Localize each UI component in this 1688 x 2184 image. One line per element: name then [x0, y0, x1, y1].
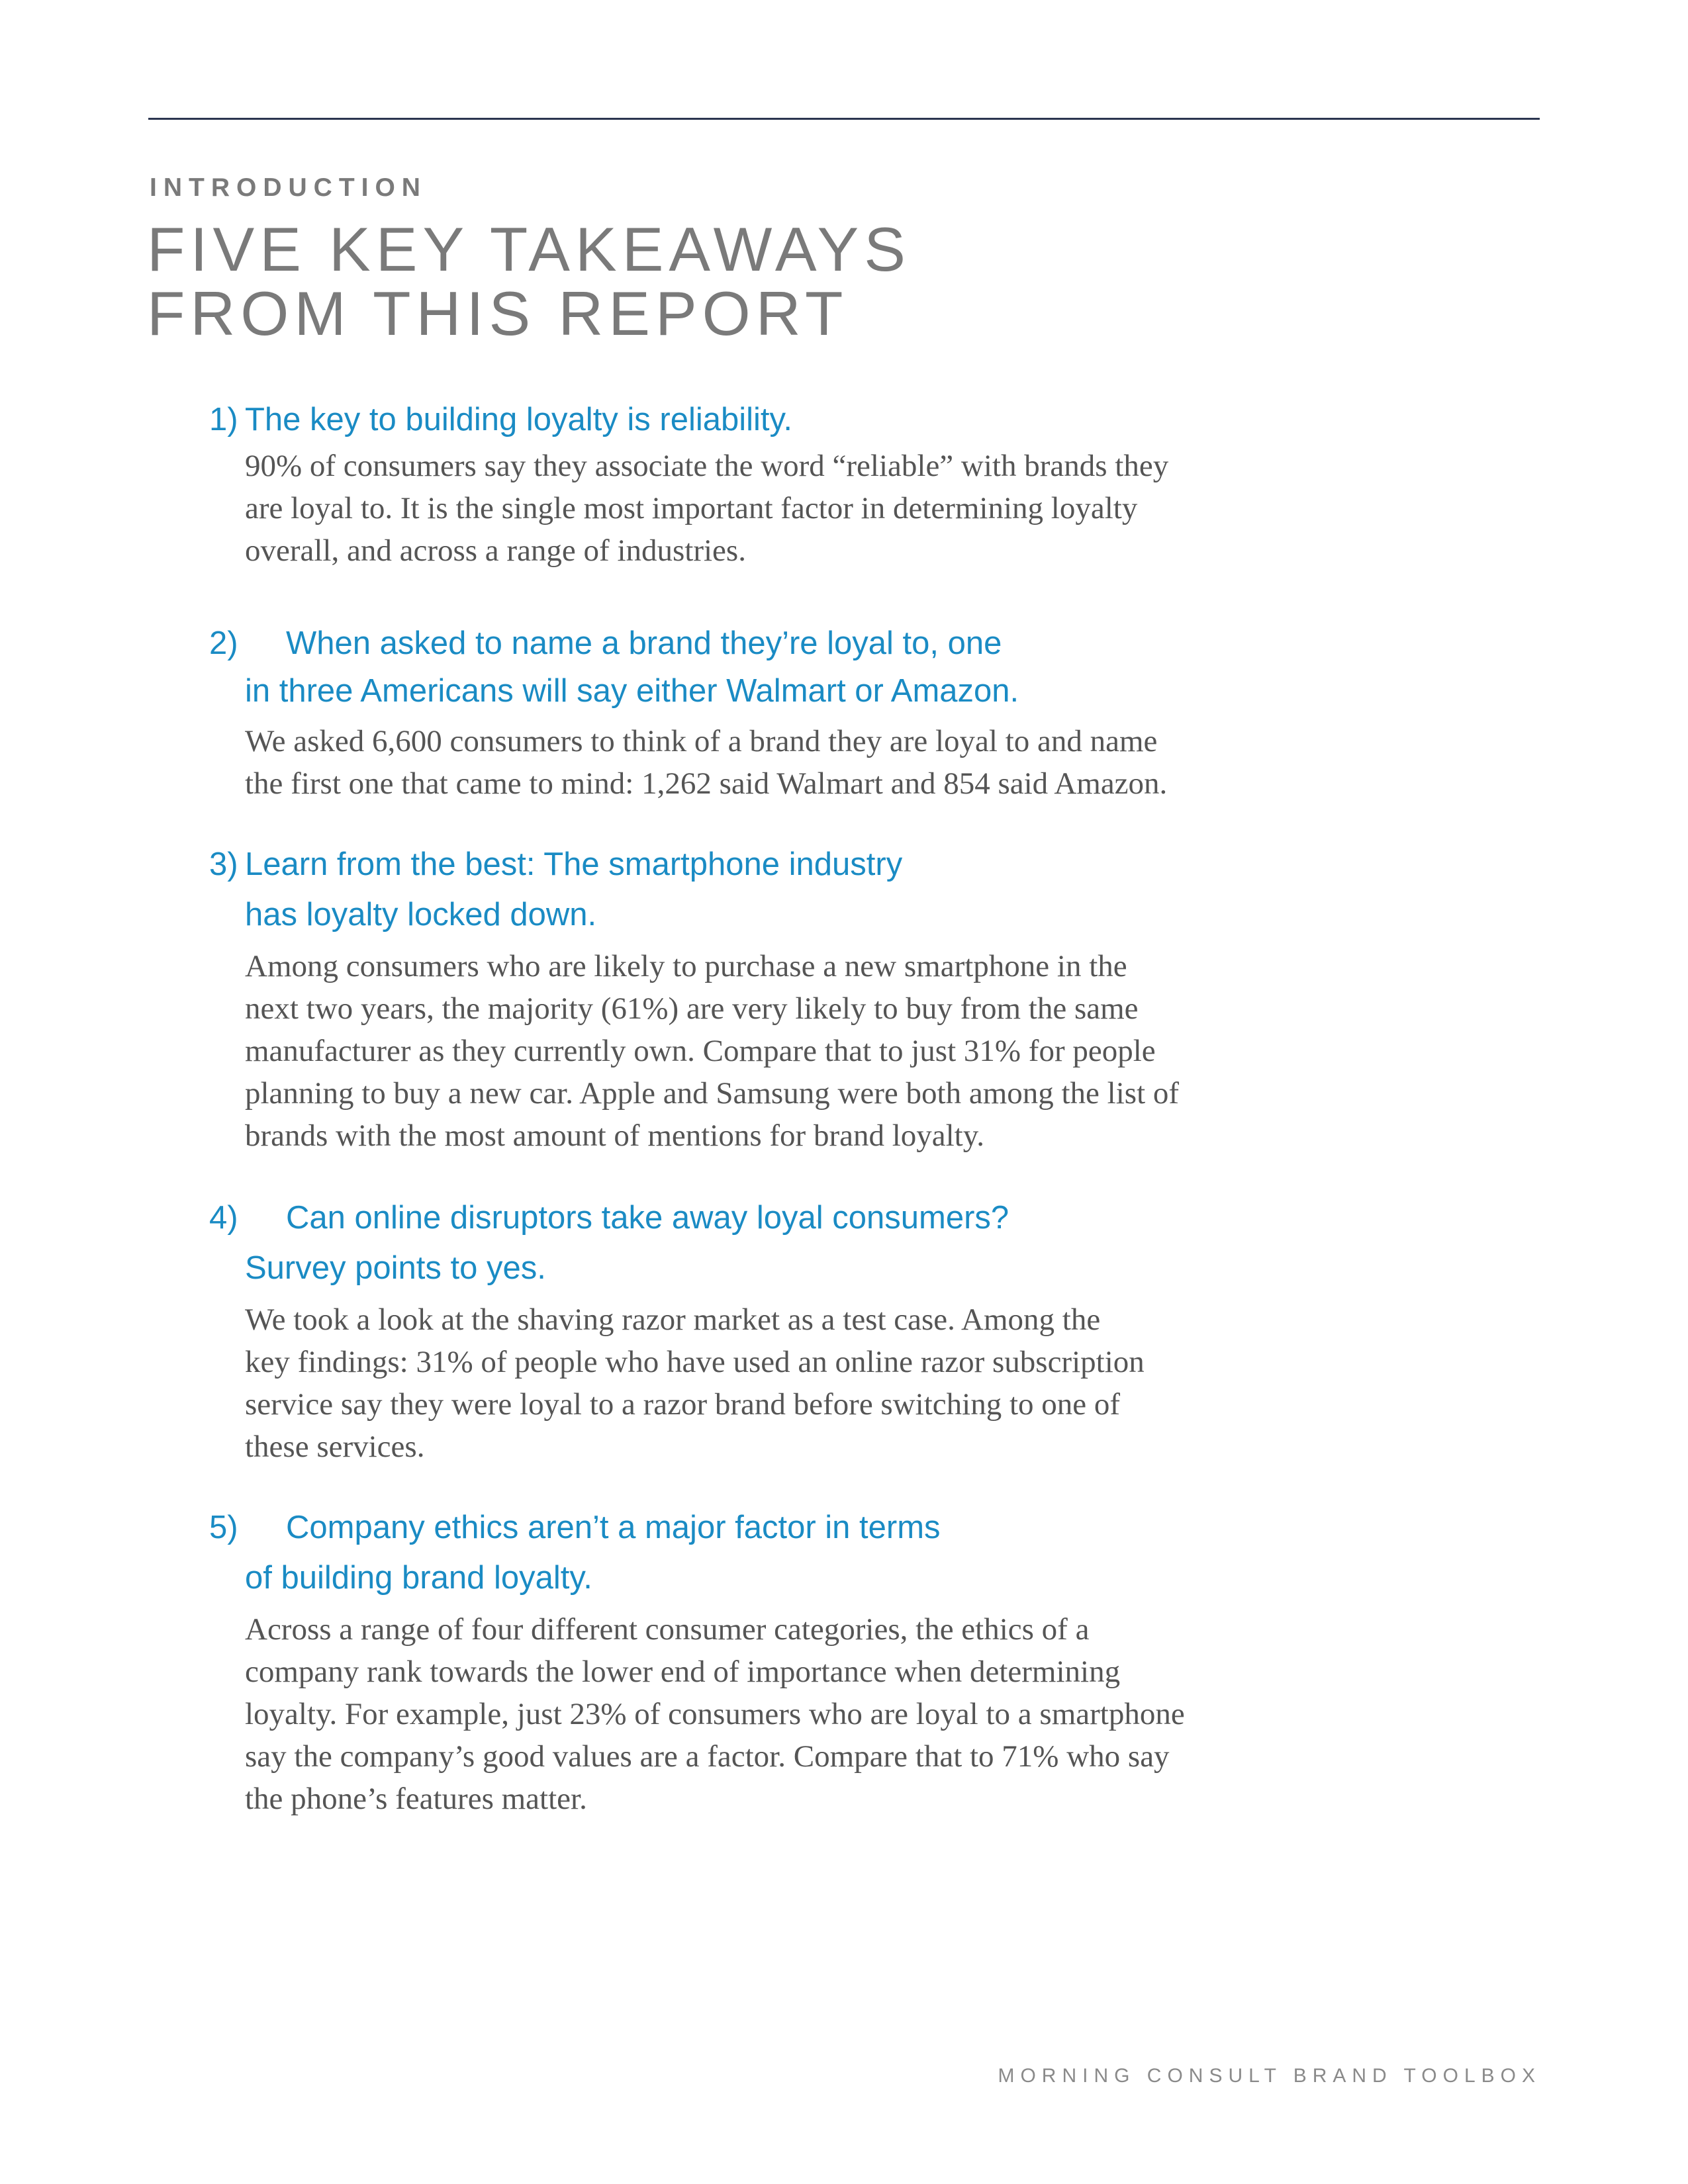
takeaway-heading [211, 1199, 1283, 1298]
page-title [147, 214, 911, 348]
takeaway-body: Across a range of four different consumer categories, the ethics of a company rank towards the lower end of importance when determining loyalty. For example, just 23% of consumers who are loyal to a smartphone say the company’s good values are a factor. Compare that to 71% who say the phone’s features matter. [245, 1612, 1185, 1816]
takeaway-body: Among consumers who are likely to purchase a new smartphone in the next two years, the majority (61%) are very likely to buy from the same manufacturer as they currently own. Compare that to just 31% for people planning to buy a new car. Apple and Samsung were both among the list of brands with the most amount of mentions for brand loyalty. [245, 949, 1180, 1153]
takeaway-3 [211, 846, 1283, 1157]
takeaway-heading-line-1: Company ethics aren’t a major factor in terms [286, 1510, 941, 1545]
footer-brand: MORNING CONSULT BRAND TOOLBOX [998, 2065, 1541, 2087]
takeaway-number: 4) [209, 1200, 238, 1236]
takeaway-heading-line-2: Survey points to yes. [245, 1250, 546, 1286]
takeaway-body: We took a look at the shaving razor market as a test case. Among the key findings: 31% of people who have used an online razor subscription service say they were loyal to a razor brand before switching to one of these services. [245, 1302, 1145, 1464]
takeaway-heading-line-1: Learn from the best: The smartphone industry [245, 846, 903, 882]
takeaway-heading-line-1: When asked to name a brand they’re loyal to, one [286, 625, 1002, 661]
takeaway-heading [211, 625, 1283, 720]
takeaway-5 [211, 1509, 1283, 1820]
takeaway-heading [211, 846, 1283, 945]
takeaway-heading [211, 401, 1283, 445]
takeaway-number: 5) [209, 1510, 238, 1545]
takeaway-heading-line-2: in three Americans will say either Walmart or Amazon. [245, 673, 1019, 709]
takeaway-number: 2) [209, 625, 238, 661]
takeaway-heading-line-2: of building brand loyalty. [245, 1560, 592, 1596]
takeaway-4 [211, 1199, 1283, 1468]
takeaway-body: 90% of consumers say they associate the word “reliable” with brands they are loyal to. It is the single most important factor in determining loyalty overall, and across a range of industries. [245, 449, 1169, 568]
takeaway-heading [211, 1509, 1283, 1608]
takeaway-2 [211, 625, 1283, 805]
takeaway-number: 3) [209, 846, 238, 882]
page-title-line-2: FROM THIS REPORT [147, 279, 849, 348]
page-title-line-1: FIVE KEY TAKEAWAYS [147, 214, 911, 284]
takeaway-body: We asked 6,600 consumers to think of a brand they are loyal to and name the first one that came to mind: 1,262 said Walmart and 854 said Amazon. [245, 724, 1168, 801]
takeaway-1 [211, 401, 1283, 572]
takeaway-heading-line-2: has loyalty locked down. [245, 897, 597, 933]
takeaway-heading-line-1: Can online disruptors take away loyal consumers? [286, 1200, 1009, 1236]
top-divider [148, 118, 1540, 120]
takeaway-heading-line-1: The key to building loyalty is reliability. [245, 402, 793, 437]
takeaway-number: 1) [209, 402, 238, 437]
section-label: INTRODUCTION [150, 173, 427, 202]
